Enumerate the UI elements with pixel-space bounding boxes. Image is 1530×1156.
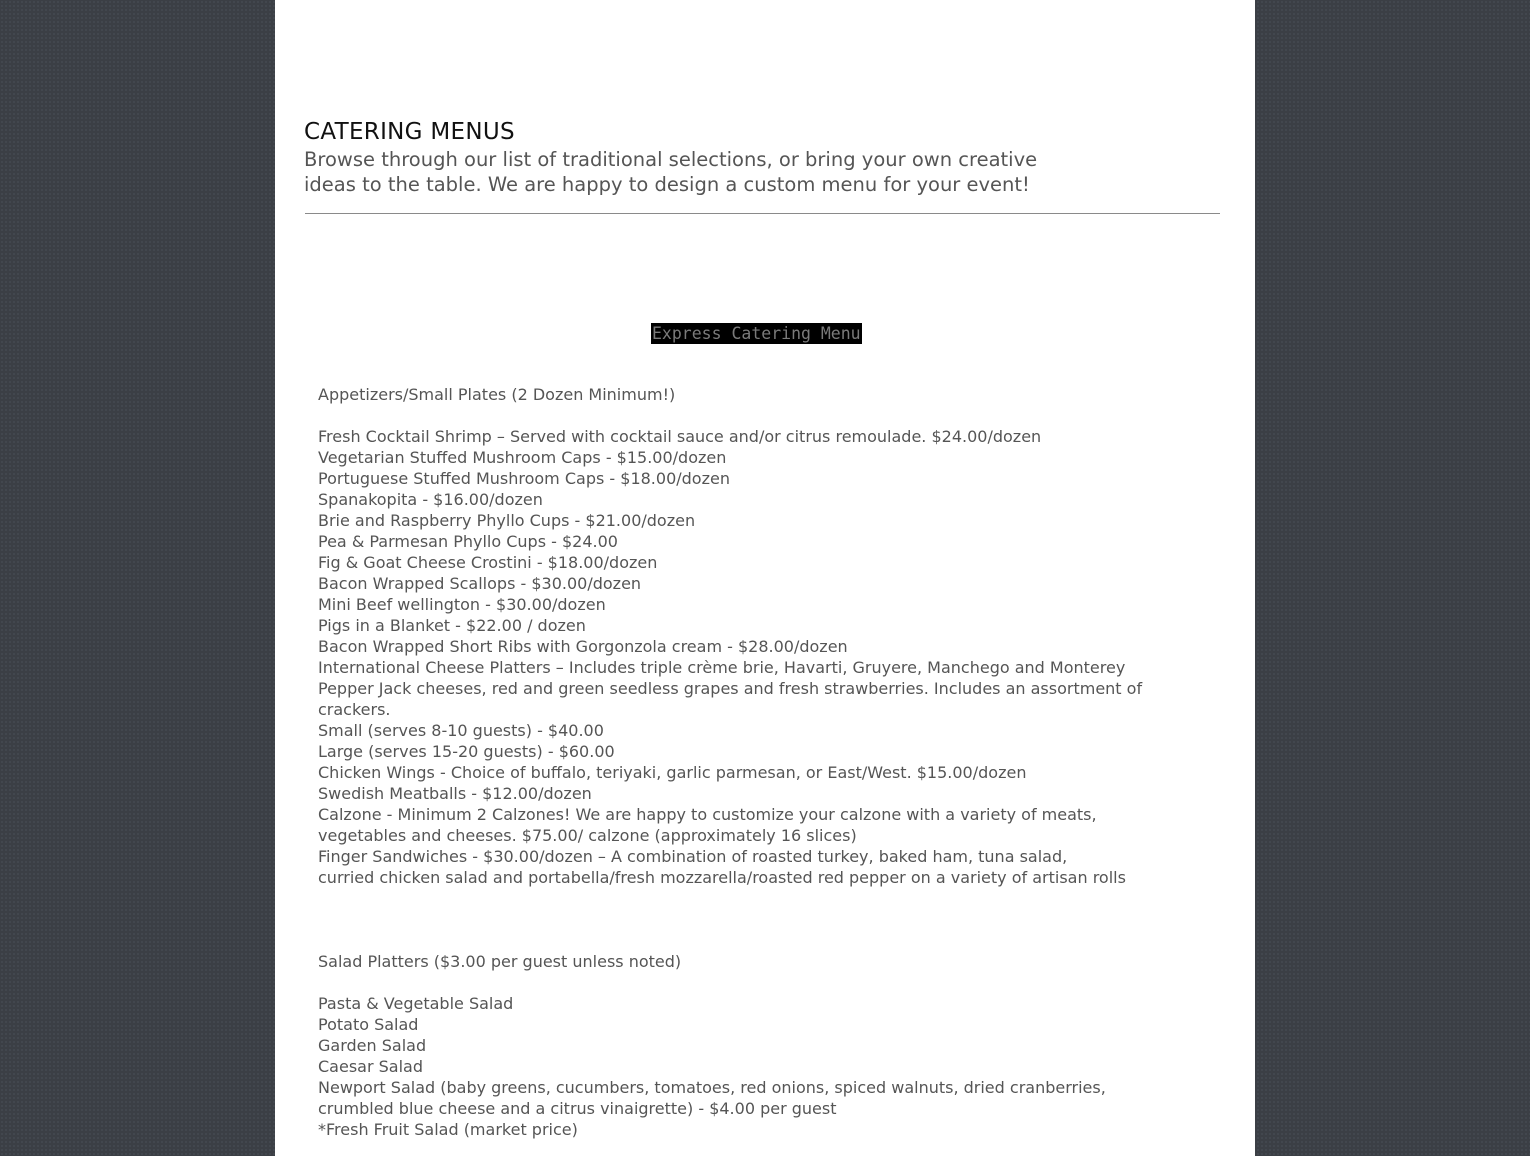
header-divider — [305, 213, 1220, 214]
section-title: Express Catering Menu — [652, 324, 861, 343]
page-content — [275, 0, 1255, 1156]
salads-section — [318, 951, 1218, 1140]
menu-item: Bacon Wrapped Short Ribs with Gorgonzola cream - $28.00/dozen — [318, 637, 848, 656]
menu-item: Portuguese Stuffed Mushroom Caps - $18.00/dozen — [318, 469, 730, 488]
menu-item: Vegetarian Stuffed Mushroom Caps - $15.00/dozen — [318, 448, 727, 467]
appetizers-heading: Appetizers/Small Plates (2 Dozen Minimum!) — [318, 385, 676, 404]
page-title: CATERING MENUS — [304, 119, 515, 145]
menu-item: Bacon Wrapped Scallops - $30.00/dozen — [318, 574, 642, 593]
menu-content — [318, 384, 1218, 1140]
menu-item: Garden Salad — [318, 1036, 427, 1055]
menu-item: crackers. — [318, 700, 391, 719]
menu-item: curried chicken salad and portabella/fresh mozzarella/roasted red pepper on a variety of artisan rolls — [318, 868, 1126, 887]
page-intro — [304, 147, 1104, 197]
menu-item: Chicken Wings - Choice of buffalo, teriyaki, garlic parmesan, or East/West. $15.00/dozen — [318, 763, 1027, 782]
menu-item: Brie and Raspberry Phyllo Cups - $21.00/dozen — [318, 511, 696, 530]
menu-item: Newport Salad (baby greens, cucumbers, tomatoes, red onions, spiced walnuts, dried cranberries, — [318, 1078, 1106, 1097]
menu-item: vegetables and cheeses. $75.00/ calzone (approximately 16 slices) — [318, 826, 857, 845]
intro-line: Browse through our list of traditional selections, or bring your own creative — [304, 148, 1038, 171]
menu-item: Finger Sandwiches - $30.00/dozen – A combination of roasted turkey, baked ham, tuna salad, — [318, 847, 1068, 866]
menu-item: Spanakopita - $16.00/dozen — [318, 490, 543, 509]
menu-item: International Cheese Platters – Includes triple crème brie, Havarti, Gruyere, Manchego and Monterey — [318, 658, 1126, 677]
menu-item: Fresh Cocktail Shrimp – Served with cocktail sauce and/or citrus remoulade. $24.00/dozen — [318, 427, 1042, 446]
menu-item: Large (serves 15-20 guests) - $60.00 — [318, 742, 615, 761]
menu-item: Pigs in a Blanket - $22.00 / dozen — [318, 616, 586, 635]
salads-heading: Salad Platters ($3.00 per guest unless noted) — [318, 952, 682, 971]
menu-item: Pea & Parmesan Phyllo Cups - $24.00 — [318, 532, 618, 551]
menu-item: Calzone - Minimum 2 Calzones! We are happy to customize your calzone with a variety of meats, — [318, 805, 1097, 824]
menu-item: Fig & Goat Cheese Crostini - $18.00/dozen — [318, 553, 658, 572]
menu-item: crumbled blue cheese and a citrus vinaigrette) - $4.00 per guest — [318, 1099, 837, 1118]
menu-item: Caesar Salad — [318, 1057, 423, 1076]
appetizers-section — [318, 384, 1218, 888]
menu-item: Pepper Jack cheeses, red and green seedless grapes and fresh strawberries. Includes an assortment of — [318, 679, 1143, 698]
menu-item: Mini Beef wellington - $30.00/dozen — [318, 595, 606, 614]
intro-line: ideas to the table. We are happy to design a custom menu for your event! — [304, 173, 1030, 196]
menu-item: Small (serves 8-10 guests) - $40.00 — [318, 721, 604, 740]
menu-item: Pasta & Vegetable Salad — [318, 994, 514, 1013]
menu-item: *Fresh Fruit Salad (market price) — [318, 1120, 578, 1139]
menu-item: Swedish Meatballs - $12.00/dozen — [318, 784, 592, 803]
menu-item: Potato Salad — [318, 1015, 419, 1034]
